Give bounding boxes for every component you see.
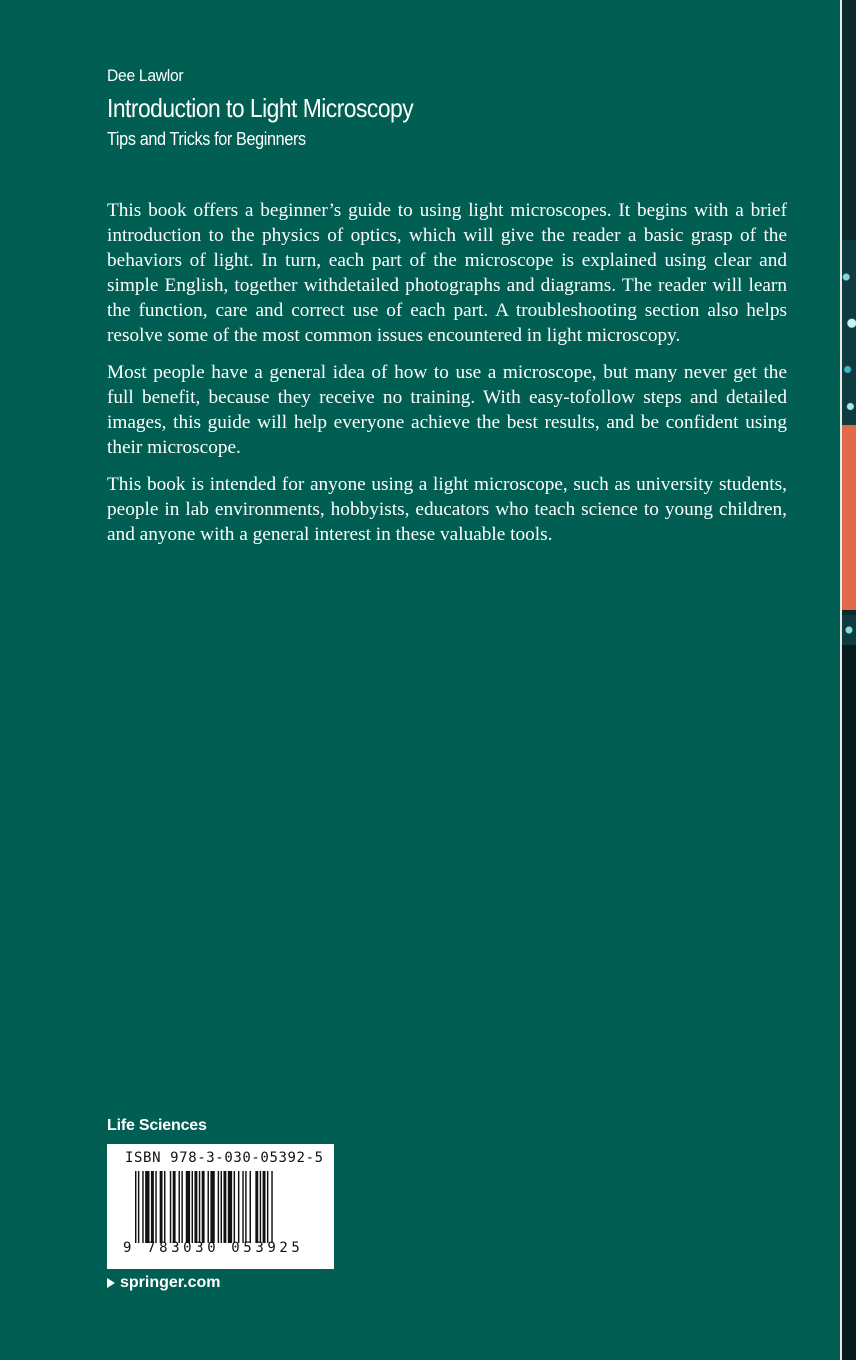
barcode-bar	[267, 1171, 268, 1243]
orange-panel	[842, 425, 856, 610]
isbn-label: ISBN 978-3-030-05392-5	[125, 1150, 324, 1166]
barcode-bar	[250, 1171, 251, 1243]
barcode-bar	[218, 1171, 219, 1243]
barcode-bar	[151, 1171, 154, 1243]
barcode-bar	[271, 1171, 272, 1243]
barcode-bar	[142, 1171, 143, 1243]
author-name: Dee Lawlor	[107, 66, 184, 85]
isbn-barcode	[107, 1144, 334, 1269]
barcode-bar	[255, 1171, 258, 1243]
publisher-website[interactable]	[107, 1274, 220, 1292]
barcode-bar	[245, 1171, 246, 1243]
blurb	[107, 198, 787, 559]
barcode-bar	[210, 1171, 214, 1243]
barcode-bar	[138, 1171, 139, 1243]
website-label: springer.com	[120, 1274, 221, 1291]
barcode-bar	[260, 1171, 261, 1243]
front-cover-edge	[840, 0, 856, 1360]
barcode-bar	[242, 1171, 243, 1243]
barcode-bar	[155, 1171, 156, 1243]
dark-panel	[842, 645, 856, 1360]
barcode-bar	[186, 1171, 190, 1243]
barcode-bar	[238, 1171, 239, 1243]
barcode-bar	[164, 1171, 165, 1243]
barcode-digits: 9 783030 053925	[123, 1240, 304, 1256]
barcode-bar	[208, 1171, 209, 1243]
barcode-bar	[179, 1171, 180, 1243]
blurb-paragraph: Most people have a general idea of how to use a microscope, but many never get the full benefit, because they receive no training. With easy-tofollow steps and detailed images, this guide will help everyone achieve the best results, and be confident using their microscope.	[107, 362, 787, 458]
barcode-bar	[223, 1171, 226, 1243]
barcode-bar	[160, 1171, 163, 1243]
barcode-bar	[199, 1171, 200, 1243]
barcode-bars	[135, 1171, 323, 1243]
book-title: Introduction to Light Microscopy	[107, 93, 414, 123]
barcode-bar	[181, 1171, 182, 1243]
micrograph-image	[842, 240, 856, 425]
barcode-bar	[228, 1171, 232, 1243]
barcode-bar	[170, 1171, 171, 1243]
barcode-bar	[173, 1171, 176, 1243]
book-subtitle: Tips and Tricks for Beginners	[107, 129, 306, 149]
barcode-bar	[234, 1171, 235, 1243]
triangle-arrow-right-icon	[107, 1278, 115, 1288]
barcode-bar	[221, 1171, 222, 1243]
subject-category: Life Sciences	[107, 1117, 207, 1134]
barcode-bar	[194, 1171, 197, 1243]
blurb-paragraph: This book is intended for anyone using a light microscope, such as university students, people in lab environments, hobbyists, educators who teach science to young children, and anyone with a general interest in these valuable tools.	[107, 474, 787, 545]
barcode-bar	[145, 1171, 149, 1243]
barcode-bar	[202, 1171, 205, 1243]
blurb-paragraph: This book offers a beginner’s guide to using light microscopes. It begins with a brief introduction to the physics of optics, which will give the reader a basic grasp of the behaviors of light. In turn, each part of the microscope is explained using clear and simple English, together withdetailed photographs and diagrams. The reader will learn the function, care and correct use of each part. A troubleshooting section also helps resolve some of the most common issues encountered in light microscopy.	[107, 200, 787, 346]
barcode-bar	[263, 1171, 266, 1243]
micrograph-image	[842, 615, 856, 645]
barcode-bar	[192, 1171, 193, 1243]
barcode-bar	[135, 1171, 136, 1243]
